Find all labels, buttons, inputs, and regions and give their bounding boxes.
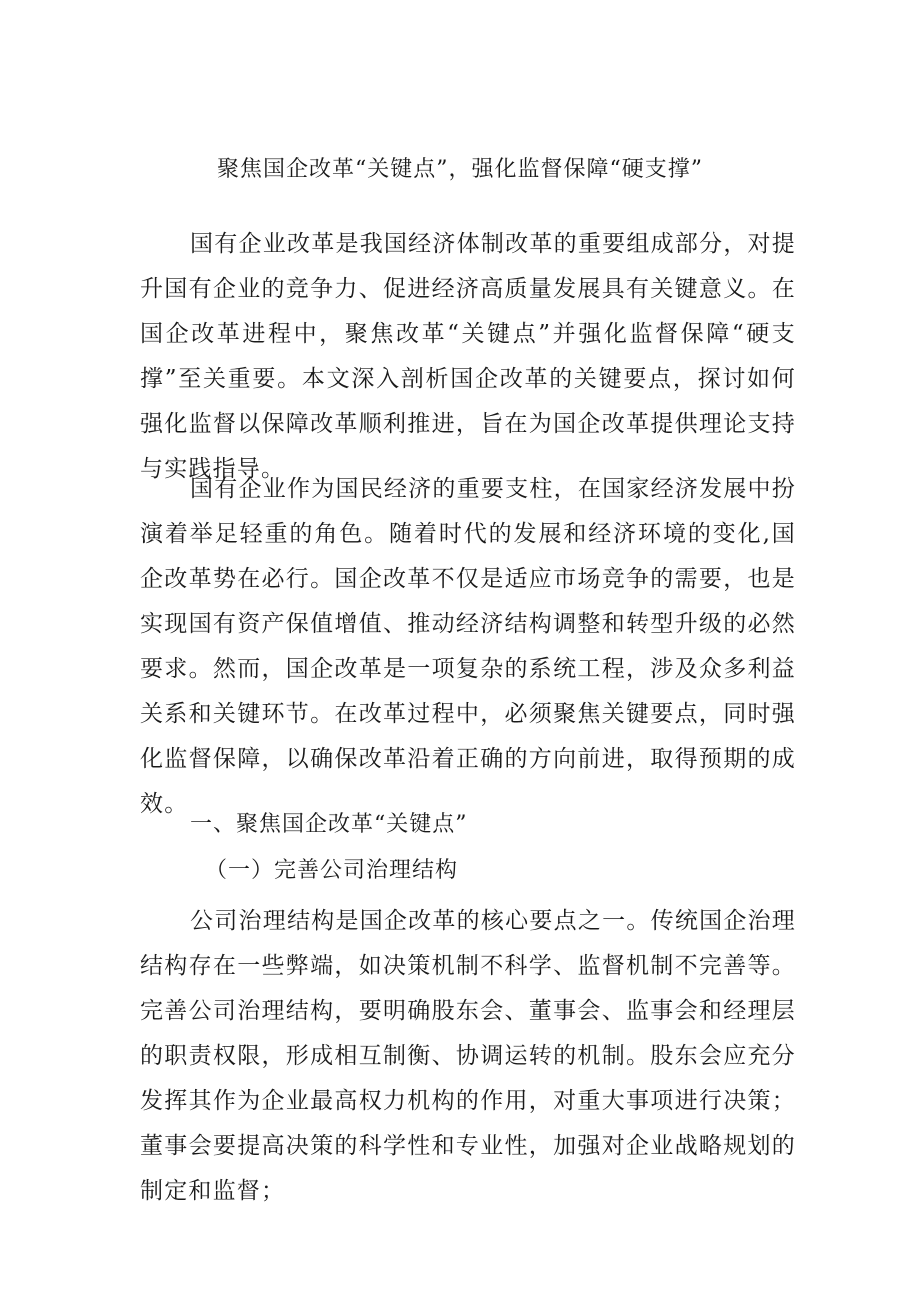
governance-paragraph: 公司治理结构是国企改革的核心要点之一。传统国企治理结构存在一些弊端，如决策机制不科学、监督机制不完善等。完善公司治理结构，要明确股东会、董事会、监事会和经理层的职责权限，形成相互制衡、协调运转的机制。股东会应充分发挥其作为企业最高权力机构的作用，对重大事项进行决策；董事会要提高决策的科学性和专业性，加强对企业战略规划的制定和监督； — [140, 908, 796, 1204]
subsection-heading: （一）完善公司治理结构 — [205, 858, 459, 883]
section-heading: 一、聚焦国企改革“关键点” — [190, 812, 468, 837]
document-title: 聚焦国企改革“关键点”，强化监督保障“硬支撑” — [217, 157, 703, 182]
background-paragraph: 国有企业作为国民经济的重要支柱，在国家经济发展中扮演着举足轻重的角色。随着时代的发展和经济环境的变化,国企改革势在必行。国企改革不仅是适应市场竞争的需要，也是实现国有资产保值增值、推动经济结构调整和转型升级的必然要求。然而，国企改革是一项复杂的系统工程，涉及众多利益关系和关键环节。在改革过程中，必须聚焦关键要点，同时强化监督保障，以确保改革沿着正确的方向前进，取得预期的成效。 — [140, 476, 796, 817]
intro-paragraph: 国有企业改革是我国经济体制改革的重要组成部分，对提升国有企业的竞争力、促进经济高质量发展具有关键意义。在国企改革进程中，聚焦改革“关键点”并强化监督保障“硬支撑”至关重要。本文深入剖析国企改革的关键要点，探讨如何强化监督以保障改革顺利推进，旨在为国企改革提供理论支持与实践指导。 — [140, 231, 796, 482]
